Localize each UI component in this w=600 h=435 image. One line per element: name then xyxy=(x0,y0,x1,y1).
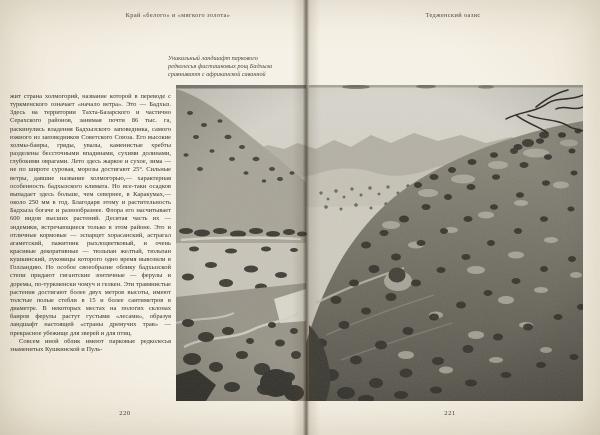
body-text-column xyxy=(10,93,171,354)
body-paragraph: Совсем иной облик имеют парковые редколесья знаменитых Кушкинской и Пуль- xyxy=(10,337,171,353)
running-head-right: Тедженский оазис xyxy=(425,12,481,19)
photo-caption-line: Уникальный ландшафт паркового xyxy=(168,55,258,62)
body-paragraph: жит страна холмогорий, название которой в переводе с туркменского означает «начало ветра». Это — Бадхыз. Здесь на территории Тахта-Базарского и частично Серахского районов, занимая почти 86 тыс. га, раскинулись владения Бадхызского заповедника, самого южного из заповедников Советского Союза. Его высокие холмы-баиры, гряды, увалы, каменистые хребты разделены бессточными впадинами, сухими долинами, глубокими оврагами. Лето здесь жаркое и сухое, зима — не по широте суровая, морозы достигают 25°. Сильные ветры, давшие название холмогорью,— характерная особенность бадхызского климата. Но все-таки осадков выпадает здесь больше, чем севернее, в Каракумах,— около 250 мм в год. Благодаря этому и растительность Бадхыза богаче и разнообразнее. Флора его насчитывает 600 видов высших растений. Десятая часть их — эндемики, встречающиеся только в этом районе. Это и отличные кормовые — эспарцет хорасанский, астрагал агаметский, пажитник рыхлоцветковый, и очень красивые декоративные — тюльпан желтый, тюльпан кушкинский, луковицы которого одно время вывозили в Голландию. Но особое своеобразие облику бадхызской степи придают гигантские зонтичные — ферулы и доремы, по-туркменски чомуч и гелкен. Эти травянистые растения достигают более двух метров высоты, имеют толстые полые стебли в 15 и более сантиметров в диаметре. В некоторых местах на пологих склонах баиров ферулы растут густыми «лесами», образуя ландшафт настоящей «страны дремучих трав» — прекрасное убежище для зверей и для птиц. xyxy=(10,93,171,337)
photo-pistachio-woodland xyxy=(176,85,583,401)
photo-caption xyxy=(168,55,310,79)
running-head-left: Край «белого» и «мягкого золота» xyxy=(125,12,231,19)
photo-landscape-illustration xyxy=(176,85,583,401)
photo-caption-line: редколесья фисташковых рощ Бадхыза xyxy=(168,63,273,70)
page-number-right: 221 xyxy=(444,410,456,417)
photo-caption-line: сравнивают с африканской саванной xyxy=(168,71,266,78)
page-number-left: 220 xyxy=(119,410,131,417)
